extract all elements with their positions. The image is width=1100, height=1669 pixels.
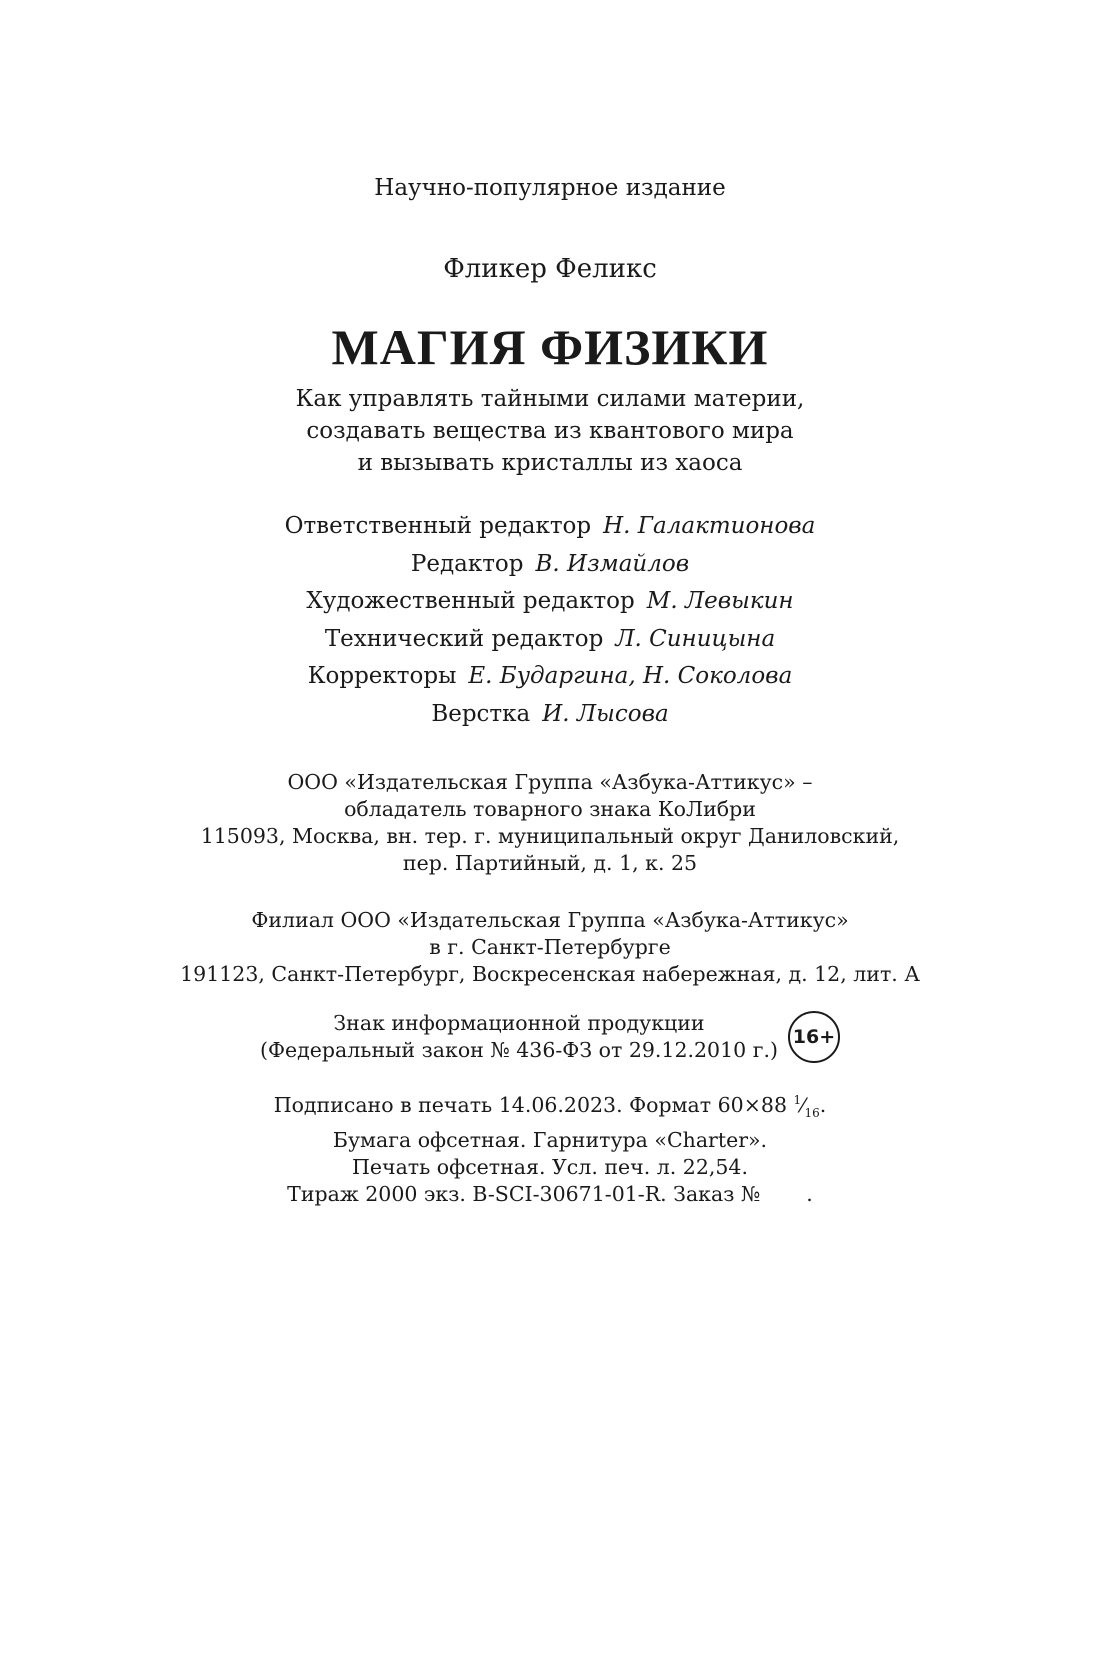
branch-line: в г. Санкт-Петербурге	[429, 935, 671, 959]
age-rating-block	[0, 1010, 1100, 1064]
credit-line	[0, 583, 1100, 621]
signed-to-print: Подписано в печать 14.06.2023. Формат 60×88	[273, 1092, 794, 1117]
subtitle-line: и вызывать кристаллы из хаоса	[357, 450, 743, 476]
format-slash: ⁄	[801, 1092, 805, 1117]
credit-name: Л. Синицына	[615, 625, 776, 652]
print-run: Тираж 2000 экз. B-SCI-30671-01-R. Заказ №	[287, 1181, 761, 1206]
edition-type: Научно-популярное издание	[374, 175, 726, 201]
print-details-line: Бумага офсетная. Гарнитура «Charter».	[332, 1127, 768, 1152]
credit-role: Художественный редактор	[306, 588, 635, 614]
credit-line	[0, 658, 1100, 696]
format-denominator: 16	[804, 1105, 820, 1120]
book-subtitle	[0, 383, 1100, 479]
age-rating-text	[260, 1010, 778, 1064]
publisher-line: обладатель товарного знака КоЛибри	[344, 797, 756, 821]
age-rating-line: (Федеральный закон № 436-ФЗ от 29.12.2010 г.)	[260, 1038, 778, 1062]
branch-line: 191123, Санкт-Петербург, Воскресенская набережная, д. 12, лит. А	[180, 962, 920, 986]
print-details	[0, 1087, 1100, 1208]
print-details-line: Печать офсетная. Усл. печ. л. 22,54.	[352, 1154, 748, 1179]
subtitle-line: создавать вещества из квантового мира	[306, 418, 794, 444]
publisher-info	[0, 769, 1100, 877]
format-numerator: 1	[793, 1093, 802, 1107]
credit-name: И. Лысова	[542, 700, 669, 727]
book-title: МАГИЯ ФИЗИКИ	[331, 319, 769, 375]
publisher-line: 115093, Москва, вн. тер. г. муниципальный округ Даниловский,	[200, 824, 900, 848]
credit-role: Ответственный редактор	[284, 513, 592, 539]
credit-line	[0, 621, 1100, 659]
credit-line	[0, 696, 1100, 734]
publisher-line: пер. Партийный, д. 1, к. 25	[402, 851, 698, 875]
format-suffix: .	[819, 1092, 827, 1117]
age-rating-line: Знак информационной продукции	[333, 1011, 705, 1035]
print-details-line	[0, 1087, 1100, 1127]
credit-role: Верстка	[431, 700, 531, 727]
credit-role: Редактор	[410, 550, 524, 577]
branch-line: Филиал ООО «Издательская Группа «Азбука-Аттикус»	[251, 908, 849, 932]
age-rating-badge: 16+	[788, 1011, 840, 1063]
publisher-line: ООО «Издательская Группа «Азбука-Аттикус» –	[287, 770, 813, 794]
credit-name: В. Измайлов	[535, 550, 690, 577]
credit-role: Корректоры	[307, 663, 457, 689]
author-name: Фликер Феликс	[443, 254, 657, 284]
order-suffix: .	[806, 1181, 813, 1206]
credit-line	[0, 546, 1100, 584]
credits-list	[0, 508, 1100, 733]
credit-name: М. Левыкин	[646, 588, 794, 614]
credit-name: Н. Галактионова	[603, 513, 816, 539]
credit-role: Технический редактор	[324, 625, 604, 652]
print-details-line	[0, 1181, 1100, 1208]
credit-name: Е. Бударгина, Н. Соколова	[468, 663, 793, 689]
branch-info	[0, 907, 1100, 988]
subtitle-line: Как управлять тайными силами материи,	[295, 386, 805, 412]
credit-line	[0, 508, 1100, 546]
